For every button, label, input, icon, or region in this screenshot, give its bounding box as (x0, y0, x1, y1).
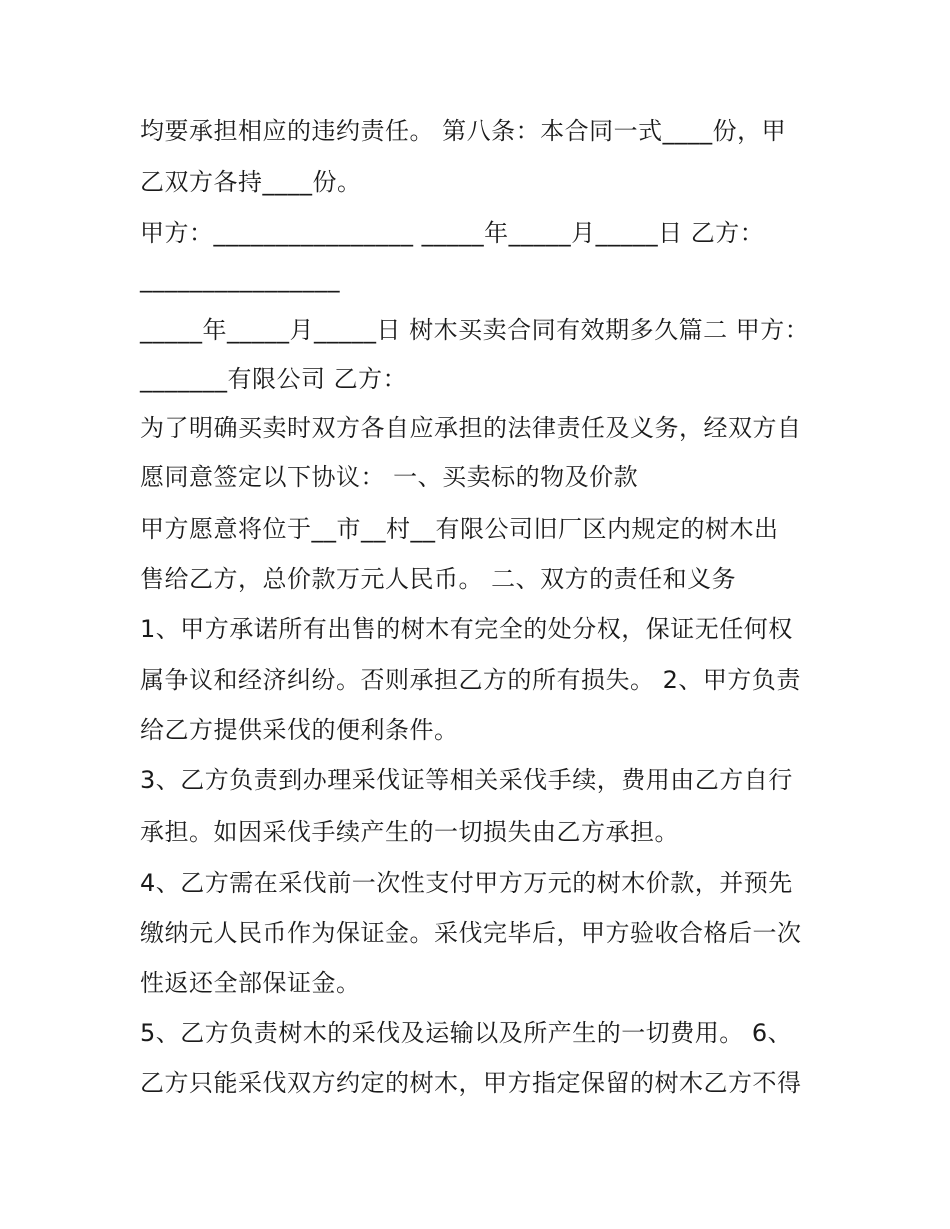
text-line: 4、乙方需在采伐前一次性支付甲方万元的树木价款，并预先 (140, 869, 793, 897)
text-line: 甲方愿意将位于__市__村__有限公司旧厂区内规定的树木出 (140, 515, 779, 543)
text-line: 售给乙方，总价款万元人民币。 二、双方的责任和义务 (140, 565, 737, 593)
text-line: 承担。如因采伐手续产生的一切损失由乙方承担。 (140, 818, 679, 846)
text-line: 3、乙方负责到办理采伐证等相关采伐手续，费用由乙方自行 (140, 766, 793, 794)
text-line: 5、乙方负责树木的采伐及运输以及所产生的一切费用。 6、 (140, 1019, 793, 1047)
text-line: 乙双方各持____份。 (140, 168, 362, 196)
text-line: ________________ (140, 265, 340, 293)
text-line: 1、甲方承诺所有出售的树木有完全的处分权，保证无任何权 (140, 615, 793, 643)
text-line: 甲方：________________ _____年_____月_____日 乙方： (140, 219, 765, 247)
text-line: 愿同意签定以下协议： 一、买卖标的物及价款 (140, 463, 639, 491)
text-line: 为了明确买卖时双方各自应承担的法律责任及义务，经双方自 (140, 414, 802, 442)
text-line: 均要承担相应的违约责任。 第八条：本合同一式____份，甲 (140, 117, 787, 145)
text-line: 给乙方提供采伐的便利条件。 (140, 716, 459, 744)
text-line: _______有限公司 乙方： (140, 365, 408, 393)
text-line: 属争议和经济纠纷。否则承担乙方的所有损失。 2、甲方负责 (140, 666, 801, 694)
text-line: _____年_____月_____日 树木买卖合同有效期多久篇二 甲方： (140, 316, 810, 344)
text-line: 缴纳元人民币作为保证金。采伐完毕后，甲方验收合格后一次 (140, 919, 802, 947)
text-line: 性返还全部保证金。 (140, 969, 361, 997)
text-line: 乙方只能采伐双方约定的树木，甲方指定保留的树木乙方不得 (140, 1069, 802, 1097)
